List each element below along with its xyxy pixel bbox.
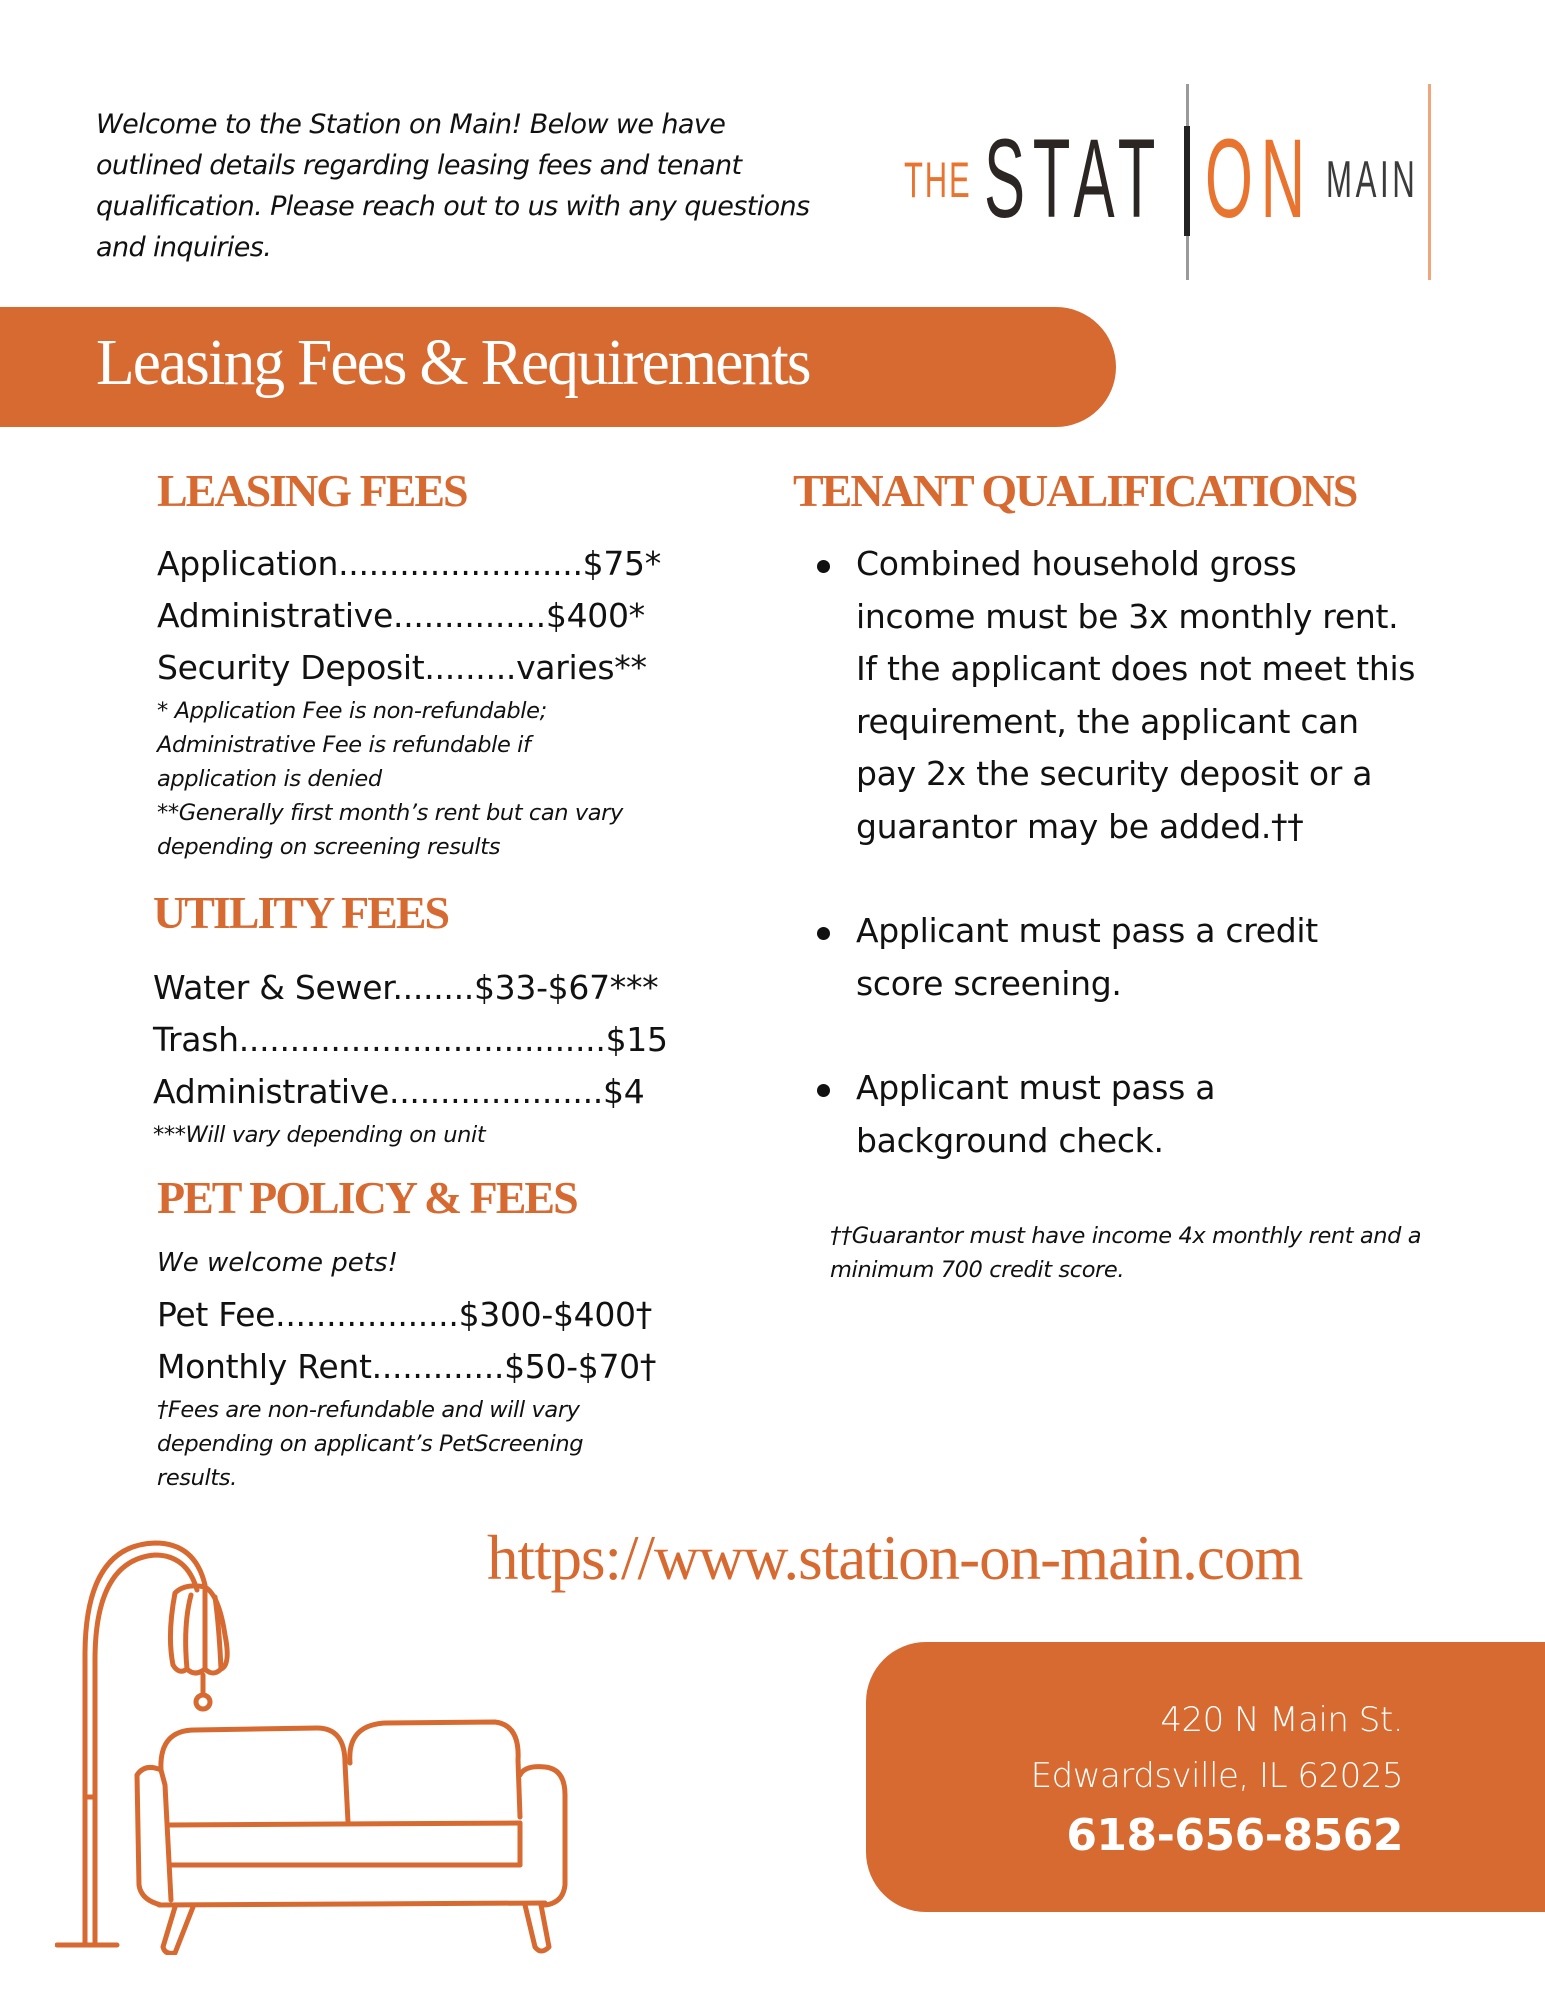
fee-row-pet-fee: Pet Fee..................$300-$400† — [157, 1295, 652, 1334]
fee-row-application: Application........................$75* — [157, 544, 661, 583]
website-link[interactable]: https://www.station-on-main.com — [487, 1523, 1303, 1593]
fee-row-administrative: Administrative...............$400* — [157, 596, 645, 635]
guarantor-note: ††Guarantor must have income 4x monthly rent and a minimum 700 credit score. — [830, 1223, 1422, 1283]
utility-fees-section — [153, 887, 713, 1152]
leasing-fee-note-1: * Application Fee is non-refundable; Administrative Fee is refundable if application is denied — [157, 698, 547, 792]
pet-fee-note: †Fees are non-refundable and will vary depending on applicant’s PetScreening results. — [157, 1397, 584, 1491]
contact-details — [1031, 1692, 1403, 1868]
floor-lamp-and-sofa-icon — [55, 1535, 645, 1955]
utility-fee-note: ***Will vary depending on unit — [153, 1122, 486, 1148]
logo-on: ON — [1205, 116, 1313, 241]
contact-card — [866, 1642, 1545, 1912]
leasing-fee-note-2: **Generally first month’s rent but can vary depending on screening results — [157, 800, 623, 860]
address-city: Edwardsville, IL 62025 — [1030, 1756, 1403, 1796]
bullet-icon — [817, 927, 830, 940]
fee-row-security-deposit: Security Deposit.........varies** — [157, 648, 647, 687]
pet-welcome-text: We welcome pets! — [157, 1248, 398, 1278]
tenant-qualifications-section — [793, 465, 1433, 1287]
fee-row-utility-administrative: Administrative.....................$4 — [153, 1072, 645, 1111]
tenant-qualifications-heading: TENANT QUALIFICATIONS — [793, 465, 1357, 516]
logo-the: THE — [904, 152, 972, 208]
logo-i-stroke — [1184, 126, 1190, 236]
address-street: 420 N Main St. — [1160, 1700, 1403, 1740]
utility-fees-heading: UTILITY FEES — [153, 887, 449, 938]
logo-main: MAIN — [1326, 151, 1419, 209]
leasing-fees-heading: LEASING FEES — [157, 465, 467, 516]
leasing-fees-section — [157, 465, 717, 864]
logo-right-rule — [1428, 84, 1431, 280]
fee-row-pet-monthly-rent: Monthly Rent.............$50-$70† — [157, 1347, 657, 1386]
page-title: Leasing Fees & Requirements — [96, 326, 810, 399]
station-on-main-logo — [880, 84, 1440, 280]
qualification-item-background: Applicant must pass a background check. — [793, 1062, 1433, 1167]
fee-row-water-sewer: Water & Sewer........$33-$67*** — [153, 968, 659, 1007]
title-banner — [0, 307, 1116, 427]
qualification-list — [793, 538, 1433, 1167]
phone-number[interactable]: 618-656-8562 — [1066, 1810, 1403, 1861]
intro-text: Welcome to the Station on Main! Below we have outlined details regarding leasing fees and tenant qualification. Please reach out to us with any questions and inquiries. — [96, 109, 810, 263]
fee-row-trash: Trash....................................$15 — [153, 1020, 668, 1059]
logo-station: STAT — [984, 116, 1164, 241]
bullet-icon — [817, 560, 830, 573]
qualification-item-income: Combined household gross income must be 3x monthly rent. If the applicant does not meet this requirement, the applicant can pay 2x the security deposit or a guarantor may be added.†† — [793, 538, 1433, 853]
pet-policy-heading: PET POLICY & FEES — [157, 1172, 577, 1223]
pet-policy-section — [157, 1172, 727, 1495]
bullet-icon — [817, 1084, 830, 1097]
qualification-item-credit: Applicant must pass a credit score screening. — [793, 905, 1433, 1010]
